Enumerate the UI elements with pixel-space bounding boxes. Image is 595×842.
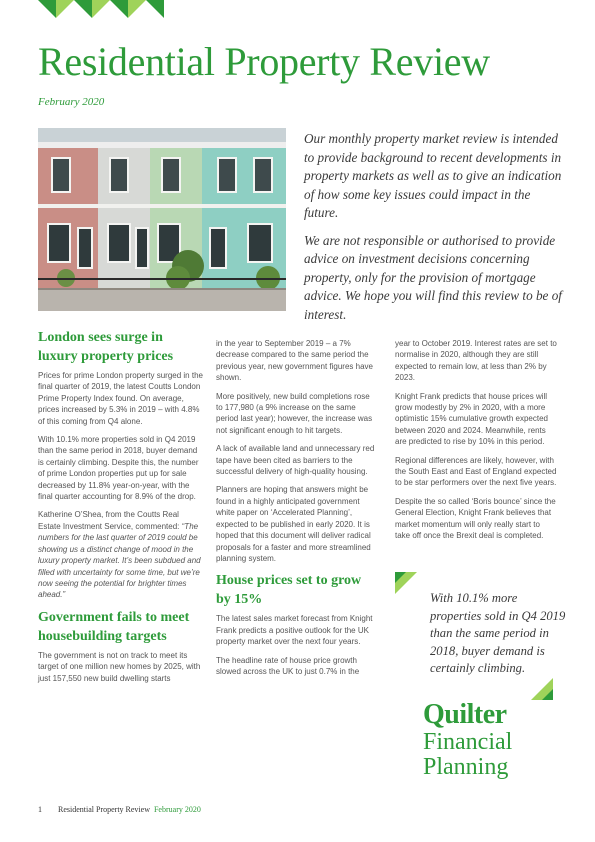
heading-housebuilding: Government fails to meet housebuilding targets — [38, 609, 190, 644]
paragraph: With 10.1% more properties sold in Q4 2019 than the same period in 2018, buyer demand is certainly climbing. Despite this, the number of prime London properties put up for sale decreased by 11.8% year-on-year, with the final quarter accounting for 8.9% of the drop. — [38, 435, 199, 502]
logo-line-3: Planning — [423, 754, 509, 780]
houses-photo — [38, 128, 286, 311]
heading-house-prices: House prices set to grow by 15% — [216, 573, 362, 608]
page-number: 1 — [38, 805, 42, 814]
footer-title: Residential Property Review — [58, 805, 150, 814]
paragraph: The latest sales market forecast from Knight Frank predicts a positive outlook for the UK property market over the next four years. — [216, 614, 373, 647]
footer-date: February 2020 — [153, 805, 201, 814]
quilter-logo — [423, 700, 512, 780]
article-column-1 — [38, 328, 203, 691]
paragraph — [38, 509, 203, 600]
logo-line-1: Quilter — [423, 699, 507, 730]
paragraph: in the year to September 2019 – a 7% decrease compared to the same period the previous year, new government figures have shown. — [216, 339, 373, 383]
paragraph: The headline rate of house price growth slowed across the UK to just 0.7% in the — [216, 655, 360, 676]
intro-text — [304, 130, 562, 333]
paragraph: Despite the so called ‘Boris bounce’ since the General Election, Knight Frank believes that market momentum will only really start to take off once the Brexit deal is completed. — [395, 496, 556, 541]
article-column-3 — [395, 338, 557, 549]
paragraph: The government is not on track to meet its target of one million new homes by 2025, with just 157,550 new build dwelling starts — [38, 650, 201, 683]
paragraph: Knight Frank predicts that house prices will grow modestly by 2% in 2020, with a more optimistic 15% cumulative growth expected between 2020 and 2024. Meanwhile, rents are predicted to rise by 10% in this period. — [395, 391, 548, 447]
paragraph: A lack of available land and unnecessary red tape have been cited as barriers to the successful delivery of high-quality housing. — [216, 444, 375, 477]
logo-line-2: Financial — [423, 729, 513, 755]
quote-text: “The numbers for the last quarter of 2019 could be showing us a distinct change of mood in the luxury property market. It’s been subdued and filled with uncertainty for some time, but we’re now seeing the potential for brighter times ahead.” — [38, 521, 201, 600]
paragraph: Planners are hoping that answers might be found in a highly anticipated government white paper on ‘Accelerated Planning’, expected to be published in early 2020. It is hoped that this document will deliver radical proposals for a faster and more streamlined planning system. — [216, 485, 371, 563]
article-column-2 — [216, 338, 376, 684]
callout-triangle-bottom — [531, 678, 553, 700]
issue-date: February 2020 — [38, 96, 105, 108]
paragraph: Prices for prime London property surged in the final quarter of 2019, the latest Coutts London Prime Property Index found. On average, prices increased by 5.3% in 2019 – with 4.8% of this coming from Q4 alone. — [38, 371, 203, 426]
heading-london-surge: London sees surge in luxury property prices — [38, 330, 174, 364]
paragraph: More positively, new build completions rose to 177,980 (a 9% increase on the same period last year); however, the increase was not significant enough to hit targets. — [216, 391, 373, 435]
callout-triangle-top — [395, 572, 417, 594]
intro-paragraph: We are not responsible or authorised to provide advice on investment decisions concerning property, only for the provision of mortgage advice. We hope you will find this review to be of interest. — [304, 232, 562, 322]
intro-paragraph: Our monthly property market review is intended to provide background to recent developments in property markets as well as to give an indication of how some key issues could impact in the future. — [304, 131, 562, 220]
paragraph: year to October 2019. Interest rates are set to normalise in 2020, although they are still expected to remain low, at less than 2% by 2023. — [395, 339, 557, 383]
paragraph: Regional differences are likely, however, with the South East and East of England expected to be star performers over the next five years. — [395, 455, 557, 488]
quote-attribution: Katherine O’Shea, from the Coutts Real Estate Investment Service, commented: — [38, 510, 180, 531]
pull-quote: With 10.1% more properties sold in Q4 2019 than the same period in 2018, buyer demand is certainly climbing. — [430, 591, 566, 675]
header-triangle-pattern — [38, 0, 178, 18]
page-footer — [38, 805, 201, 814]
page-title: Residential Property Review — [38, 39, 490, 84]
